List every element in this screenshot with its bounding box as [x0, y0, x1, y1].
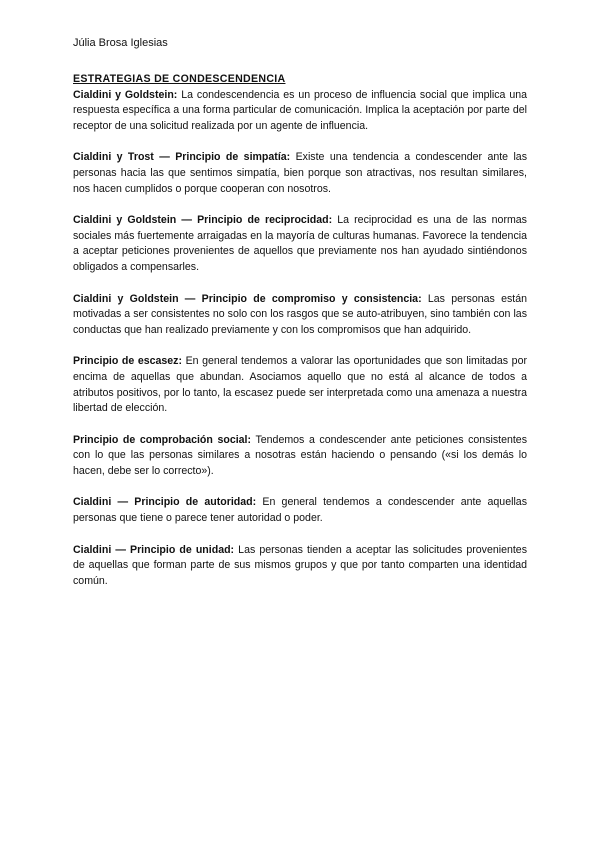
paragraph-label: Principio de comprobación social:	[73, 433, 252, 446]
paragraph-text: La reciprocidad es una de las normas sociales más fuertemente arraigadas en la mayoría de culturas humanas. Favorece la tendencia a aceptar peticiones provenientes de aquellos que previamente nos han ayudado sintiéndonos obligados a compensarles.	[73, 214, 527, 273]
paragraph-escasez	[73, 354, 527, 416]
document-body	[73, 72, 527, 605]
paragraph-condescendencia	[73, 88, 527, 135]
paragraph-label: Cialdini y Goldstein — Principio de reciprocidad:	[73, 214, 333, 227]
paragraph-text: Las personas están motivadas a ser consistentes no solo con los rasgos que se auto-atribuyen, sino también con las conductas que han realizado previamente y con los compromisos que han adquirido.	[73, 292, 528, 336]
paragraph-text: La condescendencia es un proceso de influencia social que implica una respuesta específica a una forma particular de comunicación. Implica la aceptación por parte del receptor de una solicitud realizada por un agente de influencia.	[73, 88, 528, 132]
paragraph-text: En general tendemos a valorar las oportunidades que son limitadas por encima de aquellas que abundan. Asociamos aquello que no está al alcance de todos a atributos positivos, por lo tanto, la escasez puede ser interpretada como una amenaza a nuestra libertad de elección.	[73, 355, 527, 415]
author-name: Júlia Brosa Iglesias	[73, 37, 168, 49]
paragraph-label: Cialdini y Goldstein — Principio de compromiso y consistencia:	[73, 292, 422, 305]
paragraph-text: Las personas tienden a aceptar las solicitudes provenientes de aquellas que forman parte de sus mismos grupos y que por tanto comparten una identidad común.	[73, 543, 527, 587]
paragraph-text: Tendemos a condescender ante peticiones consistentes con lo que las personas similares a nosotras están haciendo o pensando («si los demás lo hacen, debe ser lo correcto»).	[73, 433, 527, 477]
paragraph-autoridad	[73, 495, 527, 526]
paragraph-label: Cialdini y Trost — Principio de simpatía:	[73, 151, 291, 164]
paragraph-label: Cialdini y Goldstein:	[73, 88, 178, 101]
paragraph-reciprocidad	[73, 213, 527, 275]
paragraph-label: Cialdini — Principio de autoridad:	[73, 496, 257, 509]
paragraph-unidad	[73, 543, 527, 590]
section-heading: ESTRATEGIAS DE CONDESCENDENCIA	[73, 73, 286, 85]
paragraph-text: Existe una tendencia a condescender ante las personas hacia las que sentimos simpatía, bien porque son atractivas, nos resultan similares, nos hacen cumplidos o porque cooperan con nosotros.	[73, 151, 527, 195]
paragraph-label: Principio de escasez:	[73, 355, 183, 368]
paragraph-compromiso	[73, 292, 527, 339]
paragraph-comprobacion-social	[73, 433, 527, 480]
paragraph-text: En general tendemos a condescender ante aquellas personas que tiene o parece tener autoridad o poder.	[73, 496, 527, 525]
paragraph-label: Cialdini — Principio de unidad:	[73, 543, 235, 556]
paragraph-simpatia	[73, 150, 527, 197]
